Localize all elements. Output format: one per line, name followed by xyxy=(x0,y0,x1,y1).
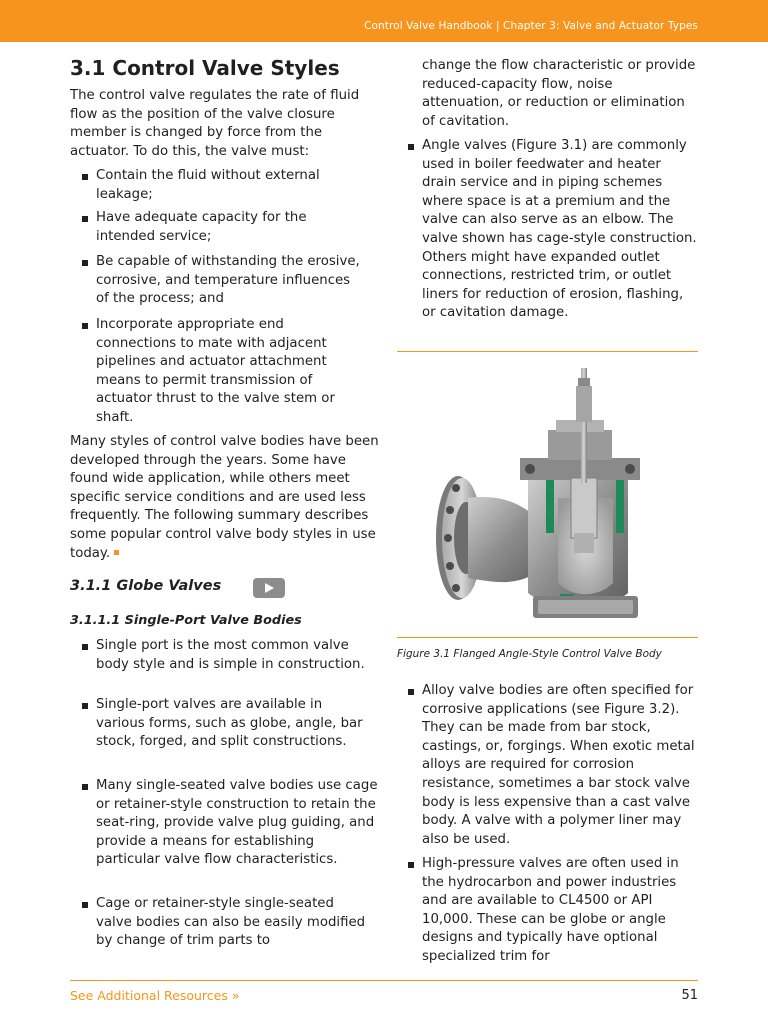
angle-valves-item xyxy=(422,137,698,323)
running-header: Control Valve Handbook | Chapter 3: Valve and Actuator Types xyxy=(364,20,698,32)
list-item xyxy=(96,895,372,951)
summary-text: Many styles of control valve bodies have been developed through the years. Some have found wide application, while others meet specific service conditions and are used less frequently. The following summary describes some popular control valve body styles in use today. xyxy=(70,434,379,561)
footer-rule xyxy=(70,980,698,981)
requirement-text: Be capable of withstanding the erosive, corrosive, and temperature influences of the process; and xyxy=(96,254,360,307)
bullet-square-icon xyxy=(82,260,88,266)
requirement-item xyxy=(96,253,366,309)
bullet-square-icon xyxy=(82,703,88,709)
continuation-paragraph: change the flow characteristic or provide reduced-capacity flow, noise attenuation, or reduction or elimination of cavitation. xyxy=(422,58,696,129)
requirement-text: Incorporate appropriate end connections to mate with adjacent pipelines and actuator attachment means to permit transmission of actuator thrust to the valve stem or shaft. xyxy=(96,317,335,425)
bullet-square-icon xyxy=(408,689,414,695)
play-video-button[interactable] xyxy=(253,578,285,598)
header-bar xyxy=(0,0,768,42)
figure-caption: Figure 3.1 Flanged Angle-Style Control Valve Body xyxy=(397,648,662,660)
valve-plug xyxy=(574,533,594,553)
summary-paragraph xyxy=(70,433,382,563)
figure-bottom-rule xyxy=(397,637,698,638)
bonnet-flange xyxy=(520,458,640,480)
list-item xyxy=(96,637,366,674)
bullet-square-icon xyxy=(82,216,88,222)
requirement-text: Contain the fluid without external leakage; xyxy=(96,168,320,202)
liner-right xyxy=(616,478,624,533)
list-item-text: Alloy valve bodies are often specified for corrosive applications (see Figure 3.2). They can be made from bar stock, castings, or, forgings. When exotic metal alloys are required for corrosion resistance, sometimes a bar stock valve body is less expensive than a cast valve body. A valve with a polymer liner may also be used. xyxy=(422,683,695,847)
list-item xyxy=(96,696,366,752)
end-mark-icon xyxy=(114,550,119,555)
figure-top-rule xyxy=(397,351,698,352)
valve-cage xyxy=(571,478,597,538)
list-item-text: Cage or retainer-style single-seated valve bodies can also be easily modified by change of trim parts to xyxy=(96,896,366,949)
intro-paragraph: The control valve regulates the rate of fluid flow as the position of the valve closure member is changed by force from the actuator. To do this, the valve must: xyxy=(70,88,360,159)
section-title: 3.1 Control Valve Styles xyxy=(70,56,340,80)
single-port-heading: 3.1.1.1 Single-Port Valve Bodies xyxy=(70,613,302,628)
additional-resources-link[interactable]: See Additional Resources » xyxy=(70,988,240,1003)
bonnet xyxy=(548,430,612,460)
requirement-item xyxy=(96,209,356,246)
bullet-square-icon xyxy=(82,174,88,180)
bullet-square-icon xyxy=(408,144,414,150)
requirement-item xyxy=(96,316,364,428)
liner-left xyxy=(546,478,554,533)
list-item xyxy=(422,682,698,849)
bullet-square-icon xyxy=(408,862,414,868)
list-item-text: Single-port valves are available in various forms, such as globe, angle, bar stock, forged, and split constructions. xyxy=(96,697,363,750)
requirement-text: Have adequate capacity for the intended service; xyxy=(96,210,307,244)
bullet-square-icon xyxy=(82,323,88,329)
list-item-text: High-pressure valves are often used in the hydrocarbon and power industries and are available to CL4500 or API 10,000. These can be globe or angle designs and typically have optional specialized trim for xyxy=(422,856,679,964)
list-item xyxy=(96,777,380,870)
bullet-square-icon xyxy=(82,784,88,790)
play-icon xyxy=(265,583,274,593)
requirement-item xyxy=(96,167,366,204)
angle-valve-figure xyxy=(428,358,678,628)
angle-valves-text: Angle valves (Figure 3.1) are commonly used in boiler feedwater and heater drain service and in piping schemes where space is at a premium and the valve can also serve as an elbow. The valve shown has cage-style construction. Others might have expanded outlet connections, restricted trim, or outlet liners for reduction of erosion, flashing, or cavitation damage. xyxy=(422,138,697,321)
packing-nut xyxy=(576,386,592,422)
page-number: 51 xyxy=(681,988,698,1003)
list-item-text: Many single-seated valve bodies use cage or retainer-style construction to retain the seat-ring, provide valve plug guiding, and provide a means for establishing particular valve flow characteristics. xyxy=(96,778,378,868)
globe-valves-heading: 3.1.1 Globe Valves xyxy=(70,578,222,594)
bullet-square-icon xyxy=(82,902,88,908)
list-item-text: Single port is the most common valve body style and is simple in construction. xyxy=(96,638,365,672)
bullet-square-icon xyxy=(82,644,88,650)
list-item xyxy=(422,855,698,967)
